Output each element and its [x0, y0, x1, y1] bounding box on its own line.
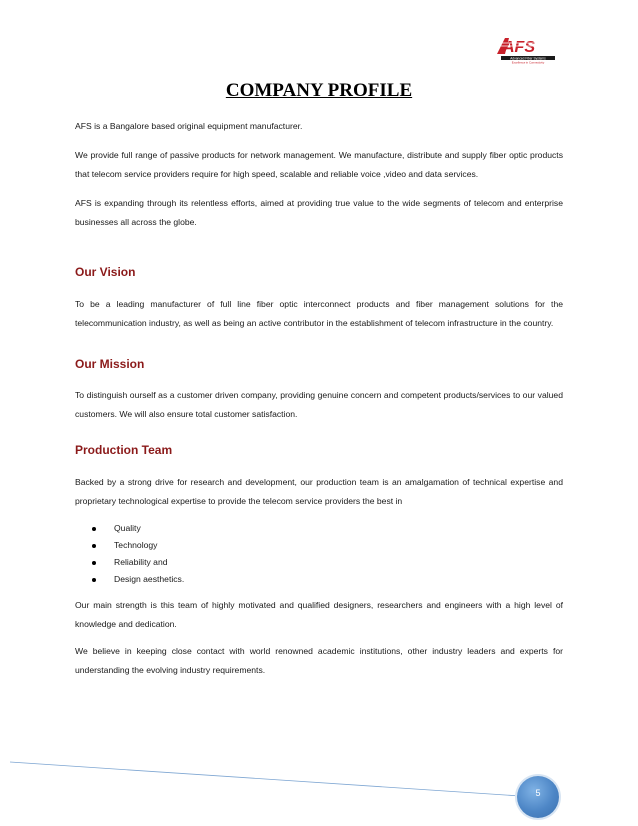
bullet-icon — [92, 527, 96, 531]
bullet-label: Technology — [114, 540, 158, 550]
mission-heading: Our Mission — [75, 357, 145, 371]
page-number-badge — [517, 776, 559, 818]
bullet-icon — [92, 578, 96, 582]
intro-paragraph-3: AFS is expanding through its relentless efforts, aimed at providing true value to the wide segments of telecom and enterprise businesses all across the globe. — [75, 198, 563, 227]
production-bullet-list — [75, 520, 184, 588]
mission-text: To distinguish ourself as a customer driven company, providing genuine concern and competent products/services to our valued customers. We will also ensure total customer satisfaction. — [75, 390, 563, 419]
vision-text: To be a leading manufacturer of full line fiber optic interconnect products and fiber management solutions for the telecommunication industry, as well as being an active contributor in the establishment of telecom infrastructure in the country. — [75, 299, 563, 328]
bullet-label: Reliability and — [114, 557, 168, 567]
intro-paragraph-2: We provide full range of passive products for network management. We manufacture, distribute and supply fiber optic products that telecom service providers require for high speed, scalable and reliable voice ,video and data services. — [75, 150, 563, 179]
logo-subtagline: Excellence in Connectivity — [511, 60, 545, 64]
afs-logo — [493, 36, 559, 64]
industry-paragraph: We believe in keeping close contact with world renowned academic institutions, other industry leaders and experts for understanding the evolving industry requirements. — [75, 646, 563, 675]
logo-tagline: Advanced Fiber Systems — [510, 56, 546, 61]
vision-heading: Our Vision — [75, 265, 136, 279]
bullet-icon — [92, 544, 96, 548]
list-item — [75, 537, 184, 554]
production-text: Backed by a strong drive for research and development, our production team is an amalgamation of technical expertise and proprietary technological expertise to provide the telecom service providers the best in — [75, 477, 563, 506]
page-number: 5 — [535, 788, 541, 798]
bullet-label: Quality — [114, 523, 141, 533]
bullet-label: Design aesthetics. — [114, 574, 185, 584]
list-item — [75, 520, 184, 537]
list-item — [75, 554, 184, 571]
list-item — [75, 571, 184, 588]
intro-paragraph-1: AFS is a Bangalore based original equipment manufacturer. — [75, 121, 303, 131]
strength-paragraph: Our main strength is this team of highly motivated and qualified designers, researchers and engineers with a high level of knowledge and dedication. — [75, 600, 563, 629]
bullet-icon — [92, 561, 96, 565]
logo-text: AFS — [503, 39, 535, 56]
production-heading: Production Team — [75, 443, 173, 457]
page-title: COMPANY PROFILE — [225, 80, 413, 101]
